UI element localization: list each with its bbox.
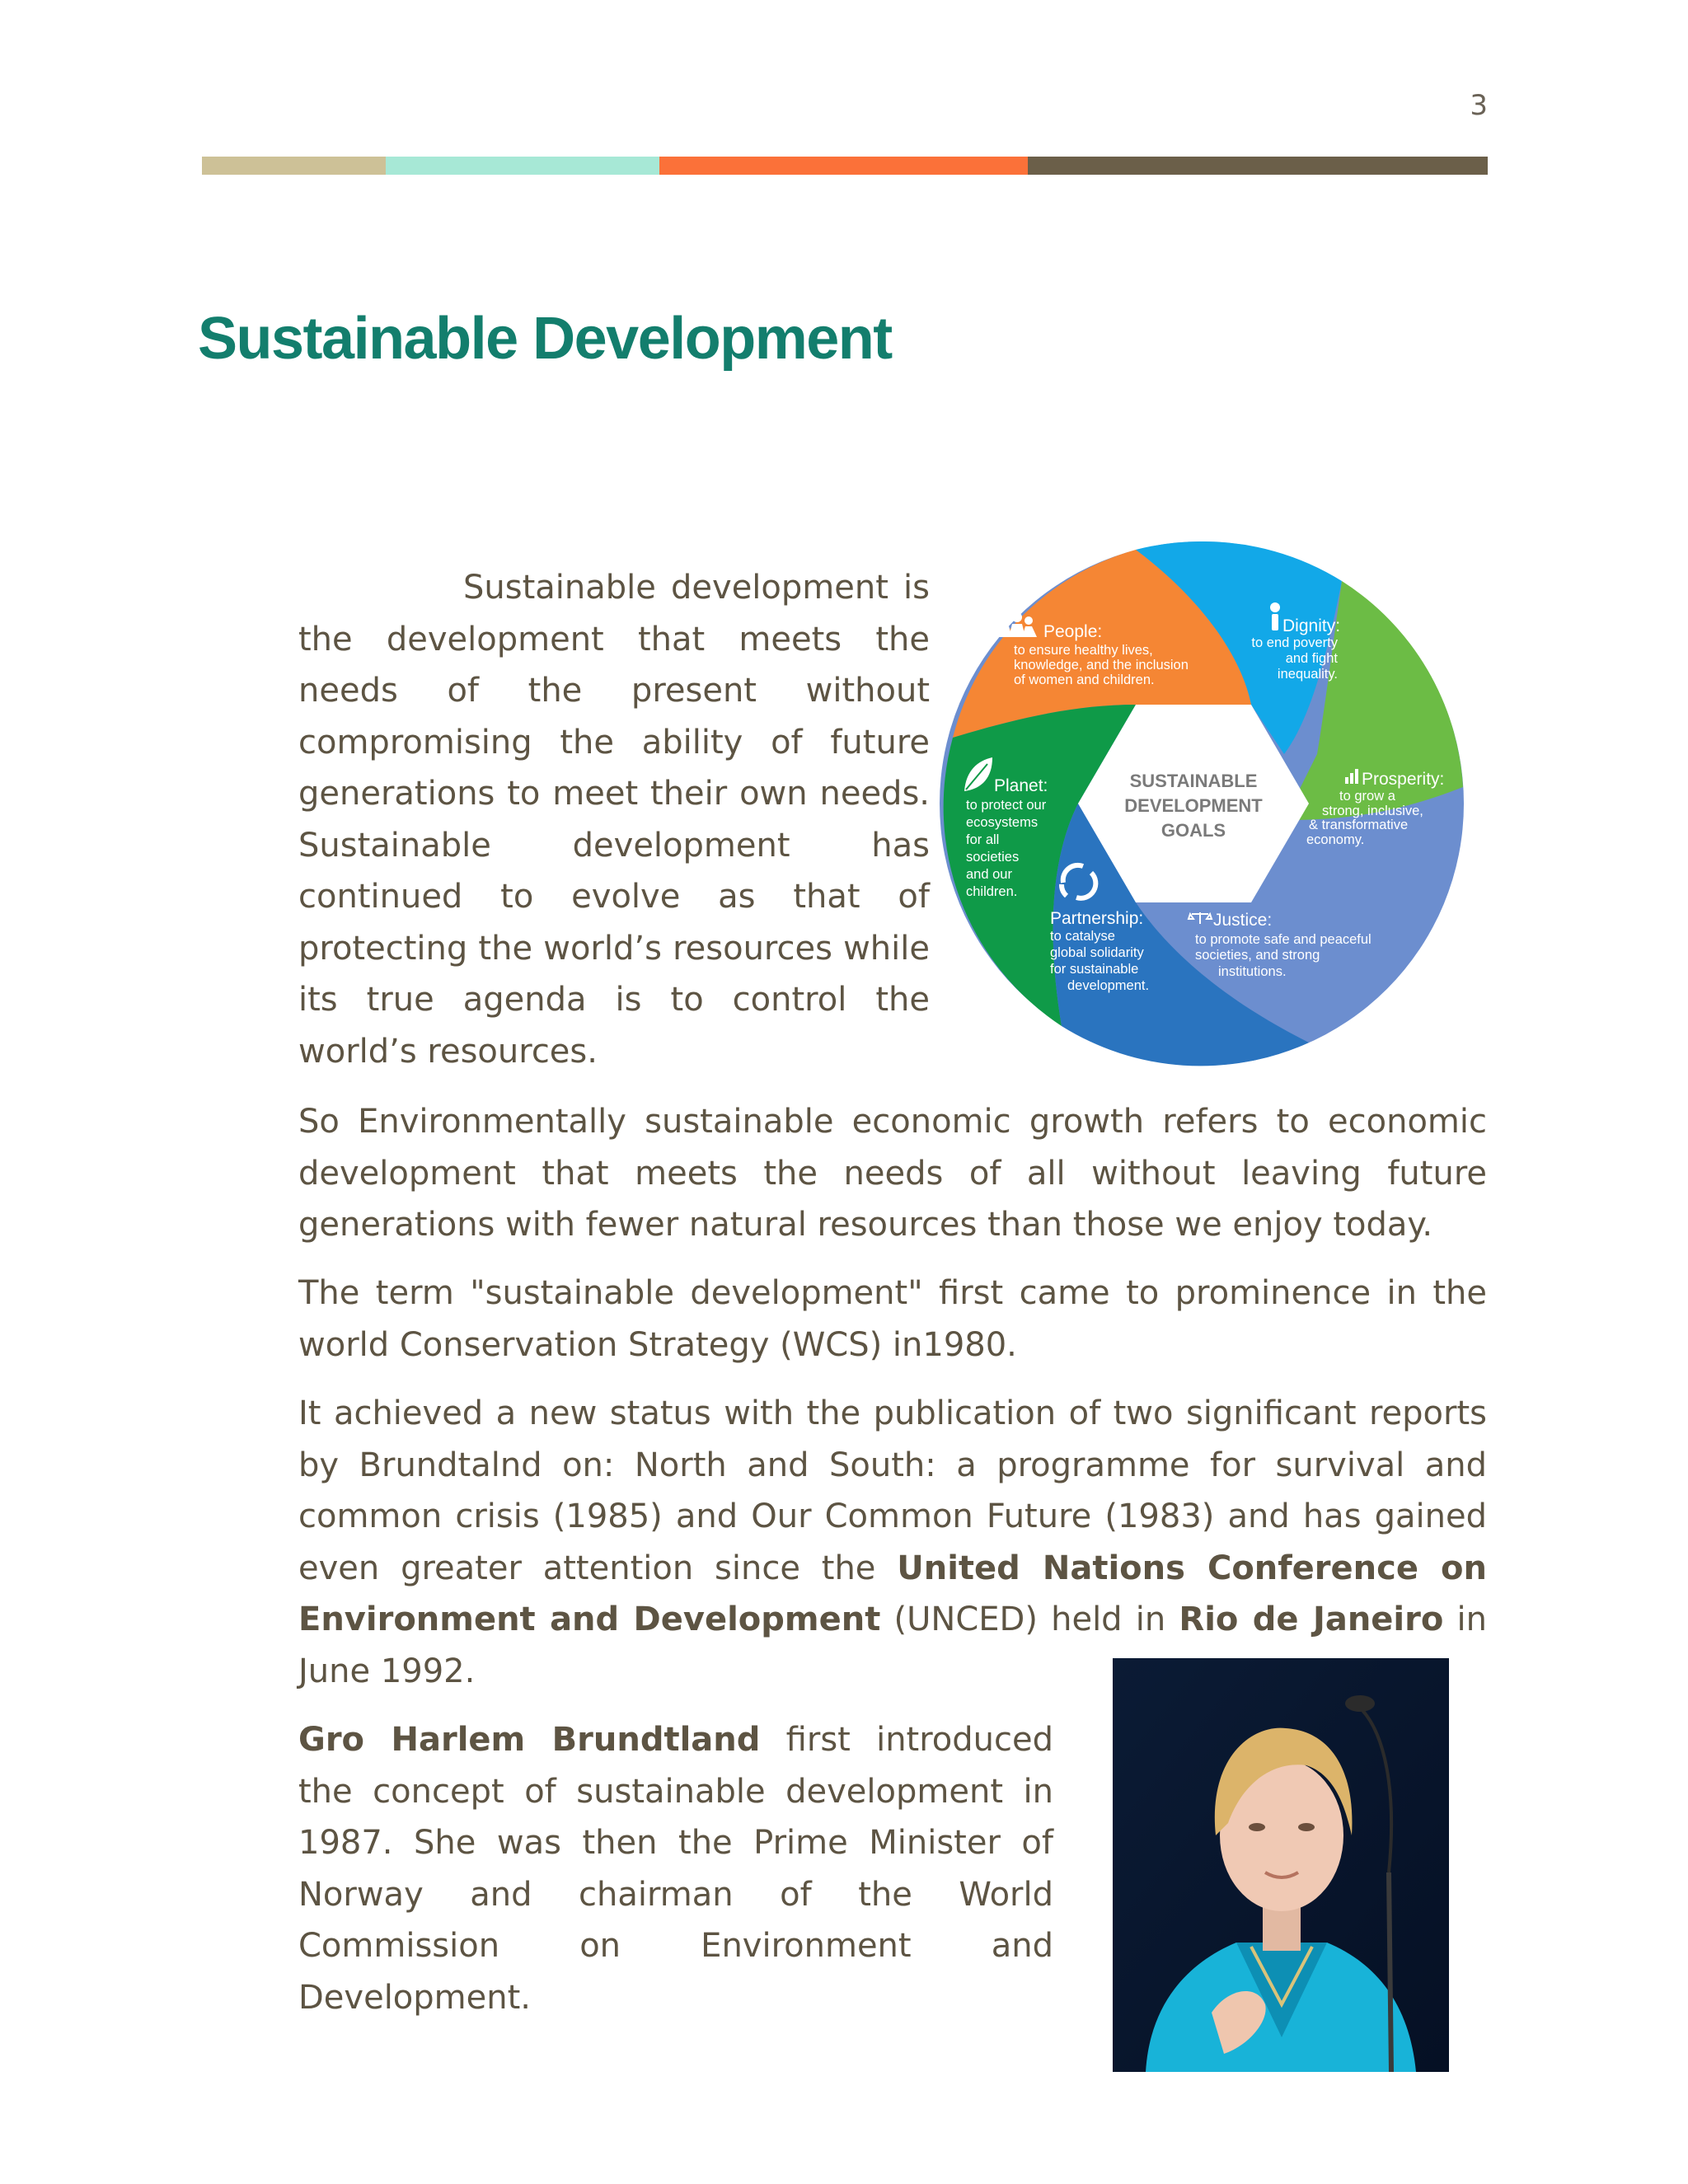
paragraph-definition-text: Sustainable development is the development that meets the needs of the present without compromising the ability of future generations to meet their own needs. Sustainable development has continued to evolve as that of protecting the world’s resources while its true agenda is to control the world’s resources.	[298, 569, 930, 1071]
sdg-justice-title: Justice:	[1213, 911, 1273, 930]
sdg-center-line-2: DEVELOPMENT	[1124, 795, 1263, 816]
p4-bold-rio: Rio de Janeiro	[1179, 1601, 1444, 1638]
sdg-justice-line-1: to promote safe and peaceful	[1195, 932, 1372, 947]
sdg-wheel-illustration	[938, 540, 1465, 1067]
header-color-bar	[202, 157, 1488, 175]
sdg-center-line-3: GOALS	[1160, 820, 1226, 841]
color-bar-segment-tan	[202, 157, 386, 175]
p4-text-b: (UNCED) held in	[880, 1601, 1179, 1638]
color-bar-segment-brown	[1028, 157, 1488, 175]
sdg-justice-line-2: societies, and strong	[1195, 948, 1320, 963]
paragraph-definition	[298, 562, 930, 1077]
sdg-partnership-line-2: global solidarity	[1050, 945, 1144, 960]
sdg-partnership-line-1: to catalyse	[1050, 929, 1115, 944]
sdg-people-line-3: of women and children.	[1014, 673, 1155, 687]
sdg-prosperity-line-3: & transformative	[1309, 818, 1409, 832]
paragraph-new-status	[298, 1388, 1487, 1697]
p4-bold-unced: United Nations Conference on Environment and Development	[298, 1549, 1487, 1638]
sdg-prosperity-line-4: economy.	[1306, 832, 1365, 847]
sdg-people-line-2: knowledge, and the inclusion	[1014, 658, 1189, 673]
sdg-justice-line-3: institutions.	[1218, 964, 1287, 979]
sdg-prosperity-line-1: to grow a	[1339, 789, 1395, 804]
brundtland-photo	[1113, 1658, 1449, 2072]
sdg-planet-line-3: for all	[966, 832, 1000, 847]
p5-text: first introduced the concept of sustainable development in 1987. She was then the Prime Minister of Norway and chairman of the World Commission on Environment and Development.	[298, 1721, 1054, 2017]
sdg-partnership-line-4: development.	[1067, 978, 1150, 993]
sdg-planet-line-1: to protect our	[966, 798, 1047, 813]
sdg-prosperity-title: Prosperity:	[1362, 770, 1445, 789]
color-bar-segment-mint	[386, 157, 659, 175]
sdg-center-line-1: SUSTAINABLE	[1129, 771, 1258, 791]
page-number: 3	[1470, 89, 1488, 122]
sdg-partnership-line-3: for sustainable	[1050, 962, 1139, 977]
paragraph-term-origin: The term "sustainable development" first came to prominence in the world Conservation Strategy (WCS) in1980.	[298, 1274, 1487, 1364]
p4-text-c: in June 1992.	[298, 1601, 1487, 1690]
sdg-planet-line-5: and our	[966, 867, 1012, 882]
p4-text-a: It achieved a new status with the publication of two significant reports by Brundtalnd on: North and South: a programme for survival and common crisis (1985) and Our Common Future (1983) and has gained even greater attention since the	[298, 1394, 1487, 1587]
sdg-dignity-line-2: and fight	[1285, 651, 1338, 666]
sdg-planet-title: Planet:	[994, 776, 1048, 795]
sdg-dignity-line-3: inequality.	[1277, 667, 1338, 682]
sdg-dignity-title: Dignity:	[1282, 616, 1341, 635]
sdg-people-line-1: to ensure healthy lives,	[1014, 643, 1153, 658]
paragraph-environmental-growth: So Environmentally sustainable economic growth refers to economic development that meets the needs of all without leaving future generations with fewer natural resources than those we enjoy today.	[298, 1103, 1487, 1244]
sdg-planet-line-2: ecosystems	[966, 815, 1039, 830]
sdg-planet-line-6: children.	[966, 884, 1018, 899]
sdg-partnership-title: Partnership:	[1050, 909, 1144, 928]
sdg-planet-line-4: societies	[966, 850, 1020, 865]
sdg-people-title: People:	[1043, 622, 1103, 641]
page-title: Sustainable Development	[198, 306, 892, 372]
sdg-dignity-line-1: to end poverty	[1251, 635, 1338, 650]
sdg-prosperity-line-2: strong, inclusive,	[1322, 804, 1423, 818]
p5-bold-name: Gro Harlem Brundtland	[298, 1721, 761, 1759]
paragraph-brundtland	[298, 1714, 1053, 2023]
color-bar-segment-orange	[659, 157, 1027, 175]
